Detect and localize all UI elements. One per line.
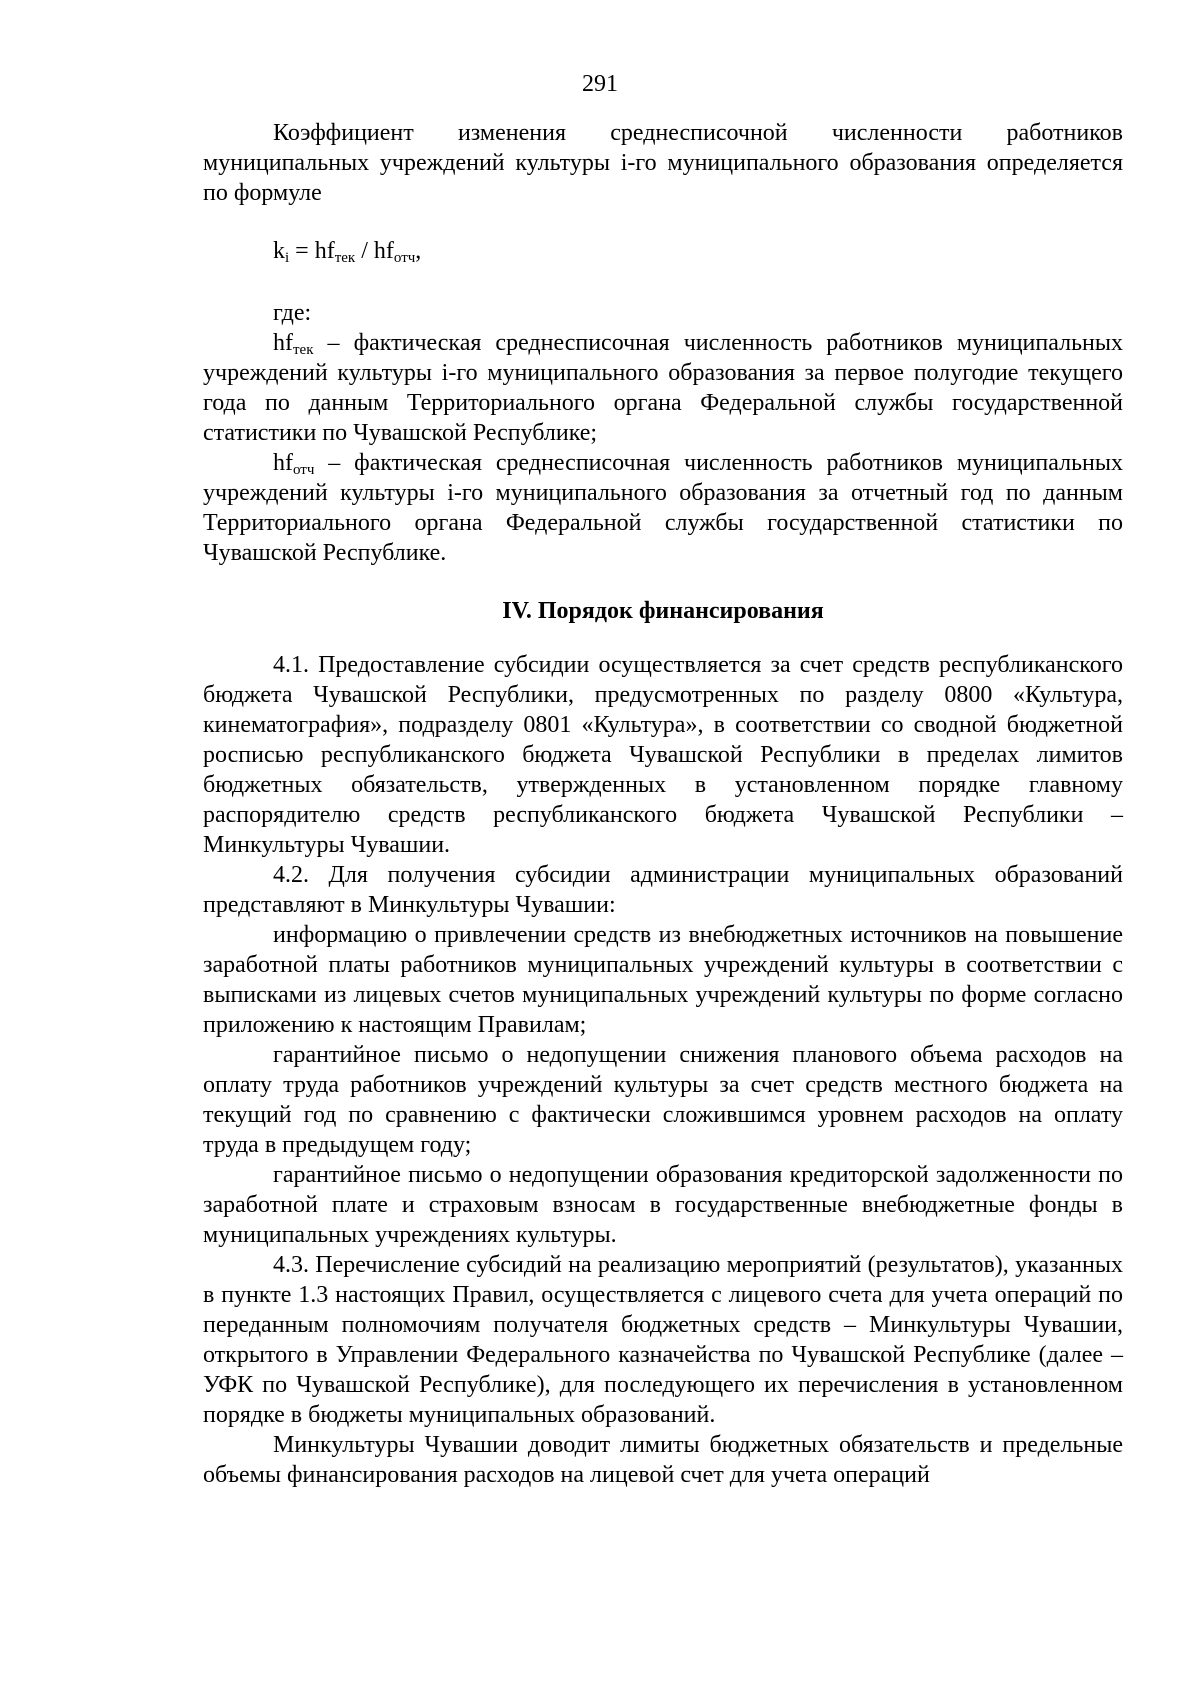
definition-text: – фактическая среднесписочная численность работников муниципальных учреждений культуры i-го муниципального образования за первое полугодие текущего года по данным Территориального органа Федеральной службы государственной статистики по Чувашской Республике;: [203, 330, 1123, 446]
paragraph-4-2: 4.2. Для получения субсидии администрации муниципальных образований представляют в Минкультуры Чувашии:: [203, 862, 1123, 918]
definition-report: [203, 448, 1123, 568]
document-body: [203, 118, 1123, 1490]
where-label: где:: [273, 300, 312, 326]
paragraph-4-2-item-2: гарантийное письмо о недопущении снижения планового объема расходов на оплату труда работников учреждений культуры за счет средств местного бюджета на текущий год по сравнению с фактически сложившимся уровнем расходов на оплату труда в предыдущем году;: [203, 1042, 1123, 1158]
formula: [273, 236, 1123, 266]
page-number: 291: [582, 71, 618, 97]
definition-symbol: hf: [273, 450, 293, 476]
section-heading: IV. Порядок финансирования: [502, 598, 824, 624]
formula-lhs: k: [273, 238, 285, 264]
intro-paragraph: Коэффициент изменения среднесписочной численности работников муниципальных учреждений культуры i-го муниципального образования определяется по формуле: [203, 120, 1123, 206]
formula-eq: = hf: [289, 238, 335, 264]
definition-text: – фактическая среднесписочная численность работников муниципальных учреждений культуры i-го муниципального образования за отчетный год по данным Территориального органа Федеральной службы государственной статистики по Чувашской Республике.: [203, 450, 1123, 566]
formula-lhs-sub: i: [285, 250, 290, 266]
formula-mid: / hf: [355, 238, 394, 264]
paragraph-limits: Минкультуры Чувашии доводит лимиты бюджетных обязательств и предельные объемы финансирования расходов на лицевой счет для учета операций: [203, 1432, 1123, 1488]
definition-sub: тек: [293, 342, 314, 358]
paragraph-4-2-item-1: информацию о привлечении средств из внебюджетных источников на повышение заработной платы работников муниципальных учреждений культуры в соответствии с выписками из лицевых счетов муниципальных учреждений культуры по форме согласно приложению к настоящим Правилам;: [203, 922, 1123, 1038]
paragraph-4-1: 4.1. Предоставление субсидии осуществляется за счет средств республиканского бюджета Чувашской Республики, предусмотренных по разделу 0800 «Культура, кинематография», подразделу 0801 «Культура», в соответствии со сводной бюджетной росписью республиканского бюджета Чувашской Республики в пределах лимитов бюджетных обязательств, утвержденных в установленном порядке главному распорядителю средств республиканского бюджета Чувашской Республики – Минкультуры Чувашии.: [203, 652, 1123, 858]
formula-sub-current: тек: [334, 250, 356, 266]
formula-tail: ,: [415, 238, 422, 264]
paragraph-4-3: 4.3. Перечисление субсидий на реализацию мероприятий (результатов), указанных в пункте 1.3 настоящих Правил, осуществляется с лицевого счета для учета операций по переданным полномочиям получателя бюджетных средств – Минкультуры Чувашии, открытого в Управлении Федерального казначейства по Чувашской Республике (далее – УФК по Чувашской Республике), для последующего их перечисления в установленном порядке в бюджеты муниципальных образований.: [203, 1252, 1123, 1428]
definition-sub: отч: [293, 462, 315, 478]
formula-sub-report: отч: [393, 250, 416, 266]
definition-current: [203, 328, 1123, 448]
paragraph-4-2-item-3: гарантийное письмо о недопущении образования кредиторской задолженности по заработной плате и страховым взносам в государственные внебюджетные фонды в муниципальных учреждениях культуры.: [203, 1162, 1123, 1248]
definition-symbol: hf: [273, 330, 293, 356]
